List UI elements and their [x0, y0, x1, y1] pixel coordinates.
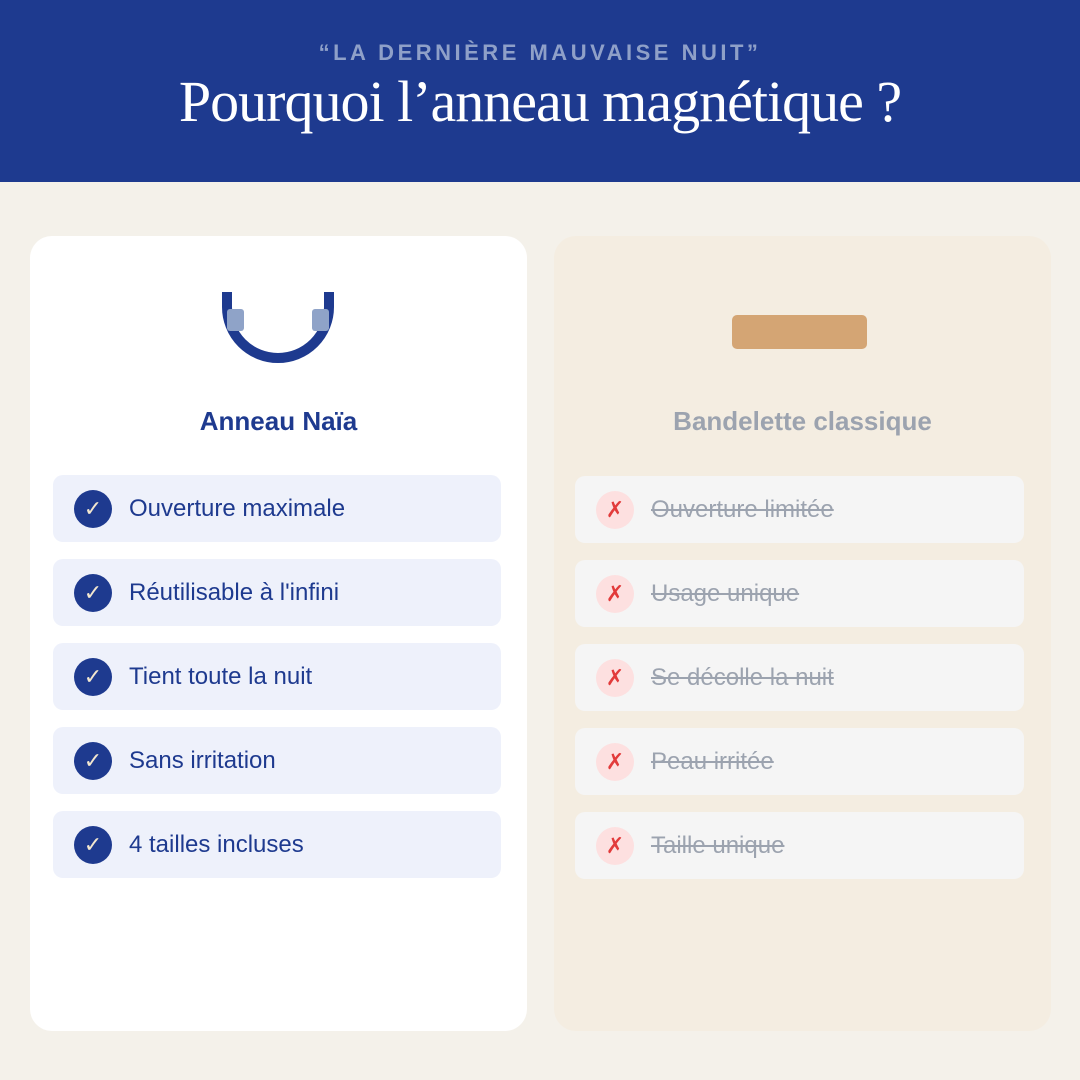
list-item-label: Taille unique	[651, 831, 785, 859]
strip-drawbacks-list	[575, 476, 1024, 896]
cross-icon: ✗	[596, 575, 634, 613]
header-banner	[0, 0, 1080, 182]
list-item-label: Tient toute la nuit	[129, 662, 313, 690]
check-icon: ✓	[74, 826, 112, 864]
ring-card-title: Anneau Naïa	[199, 406, 358, 436]
list-item-label: Peau irritée	[651, 747, 774, 775]
list-item-label: Ouverture limitée	[651, 495, 834, 523]
cross-icon: ✗	[596, 827, 634, 865]
check-icon: ✓	[74, 574, 112, 612]
ring-benefits-list	[53, 475, 501, 895]
list-item-label: Se décolle la nuit	[651, 663, 834, 691]
list-item	[53, 475, 501, 542]
list-item	[575, 476, 1024, 543]
eyebrow-text: “LA DERNIÈRE MAUVAISE NUIT”	[318, 40, 762, 65]
strip-card-title: Bandelette classique	[673, 406, 932, 436]
page-title: Pourquoi l’anneau magnétique ?	[178, 69, 902, 134]
cross-icon: ✗	[596, 743, 634, 781]
cross-icon: ✗	[596, 491, 634, 529]
cross-icon: ✗	[596, 659, 634, 697]
check-icon: ✓	[74, 490, 112, 528]
nasal-strip-icon	[554, 292, 1051, 372]
list-item	[53, 811, 501, 878]
check-icon: ✓	[74, 742, 112, 780]
list-item-label: Ouverture maximale	[129, 494, 346, 522]
list-item-label: Sans irritation	[129, 746, 276, 774]
magnetic-ring-icon	[30, 292, 527, 372]
list-item	[575, 560, 1024, 627]
list-item	[575, 812, 1024, 879]
list-item	[53, 727, 501, 794]
list-item-label: Usage unique	[651, 579, 800, 607]
check-icon: ✓	[74, 658, 112, 696]
strip-card	[554, 236, 1051, 1031]
list-item-label: Réutilisable à l'infini	[129, 578, 340, 606]
list-item	[575, 728, 1024, 795]
list-item	[53, 643, 501, 710]
list-item-label: 4 tailles incluses	[129, 830, 304, 858]
ring-card	[30, 236, 527, 1031]
list-item	[575, 644, 1024, 711]
list-item	[53, 559, 501, 626]
